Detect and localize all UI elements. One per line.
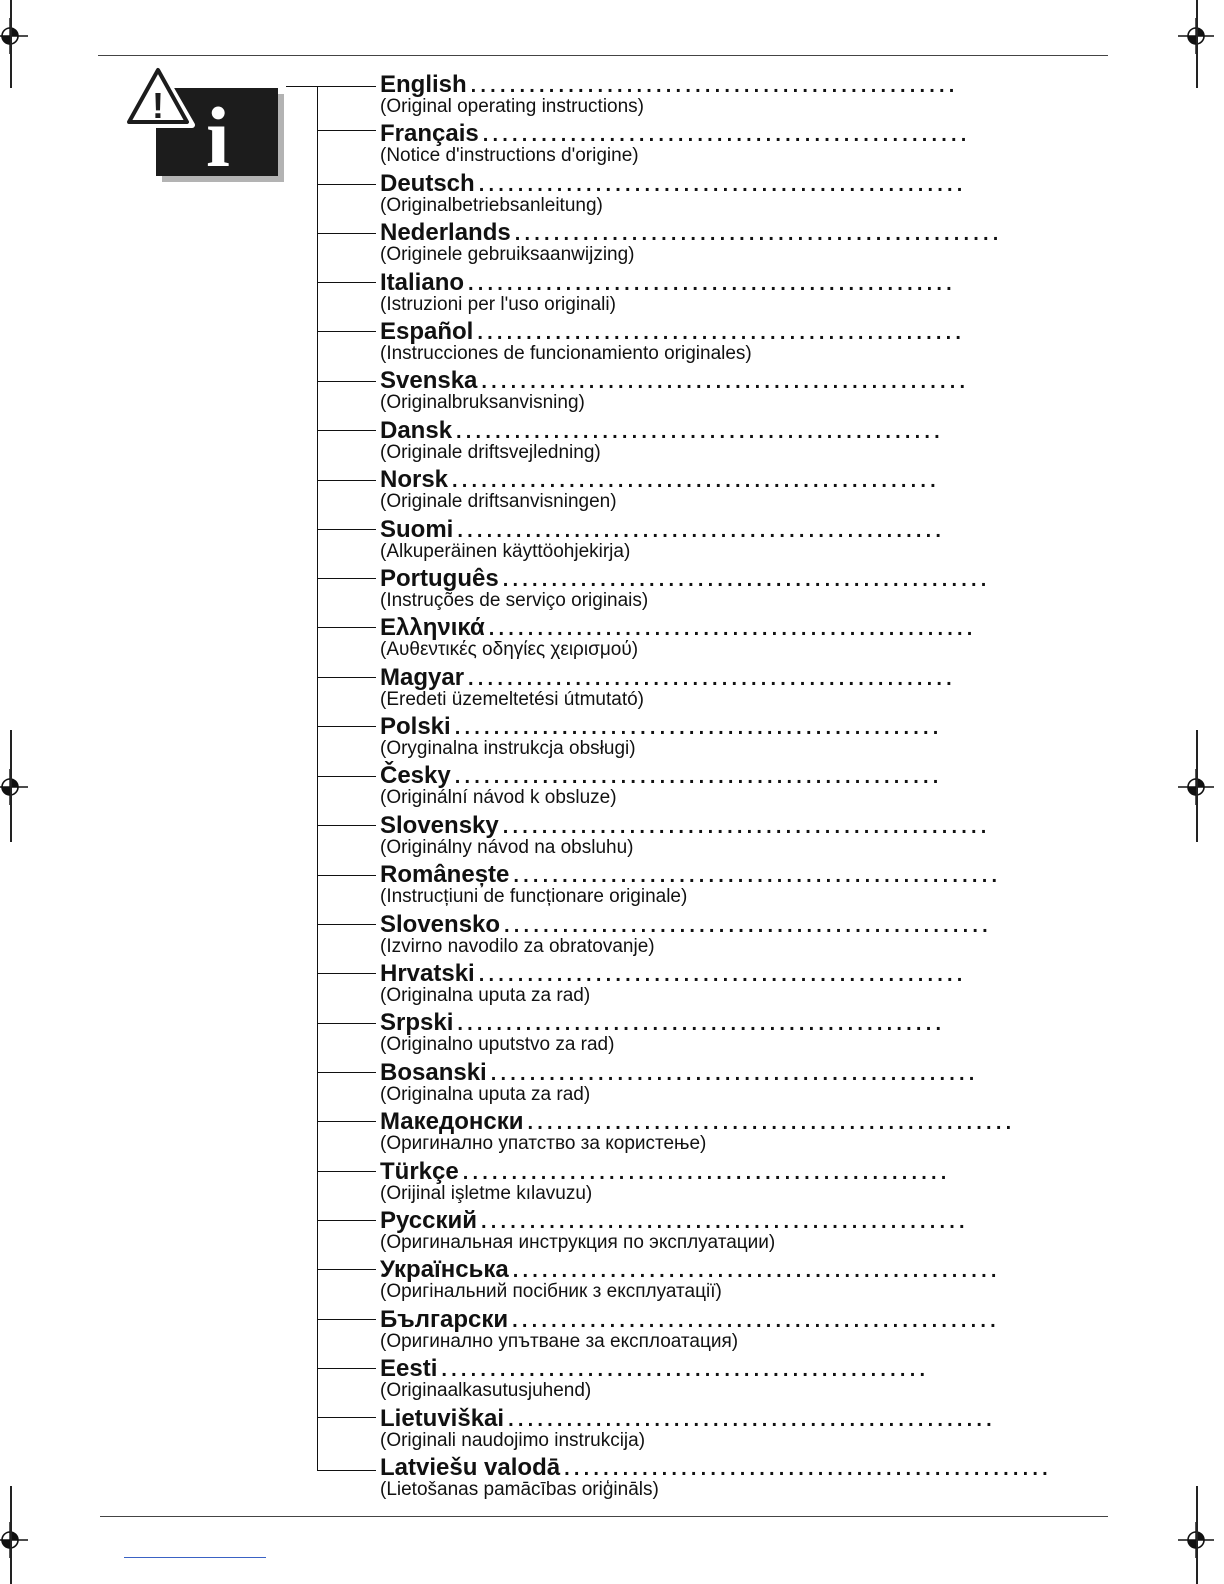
dot-leader: .................................................. <box>490 1062 979 1085</box>
language-name: Deutsch <box>380 169 475 197</box>
crop-line <box>1196 0 1198 88</box>
dot-leader: .................................................. <box>481 371 970 394</box>
language-item[interactable] <box>380 71 959 121</box>
language-item[interactable] <box>380 762 943 812</box>
dot-leader: .................................................. <box>462 1161 951 1184</box>
tree-branch <box>317 529 376 530</box>
language-name: Slovensky <box>380 811 499 839</box>
language-name: Ελληνικά <box>380 614 485 642</box>
header-rule <box>98 55 1108 56</box>
language-subtitle: (Originale driftsvejledning) <box>380 441 601 463</box>
language-subtitle: (Originale driftsanvisningen) <box>380 491 617 513</box>
language-subtitle: (Instrucciones de funcionamiento originales) <box>380 342 752 364</box>
crop-line <box>1196 730 1198 842</box>
language-name: Nederlands <box>380 219 511 247</box>
registration-mark-bottom-left <box>0 1522 28 1558</box>
tree-branch <box>317 1319 376 1320</box>
tree-branch <box>317 430 376 431</box>
language-item[interactable] <box>380 1108 1016 1158</box>
language-item[interactable] <box>380 467 940 516</box>
tree-branch <box>317 233 376 234</box>
tree-branch <box>317 776 376 777</box>
language-subtitle: (Instrucțiuni de funcționare originale) <box>380 886 688 908</box>
language-name: Български <box>380 1305 509 1333</box>
dot-leader: .................................................. <box>477 321 966 344</box>
language-subtitle: (Original operating instructions) <box>380 96 645 117</box>
language-subtitle: (Originalna uputa za rad) <box>380 985 591 1007</box>
dot-leader: .................................................. <box>502 815 991 838</box>
language-name: Türkçe <box>380 1157 459 1185</box>
tree-branch <box>317 1269 376 1270</box>
tree-branch <box>317 825 376 826</box>
tree-branch <box>317 1072 376 1073</box>
dot-leader: .................................................. <box>504 914 992 937</box>
language-name: Lietuviškai <box>380 1404 505 1432</box>
language-item[interactable] <box>380 1305 1000 1356</box>
warning-info-graphic <box>124 62 289 186</box>
language-subtitle: (Alkuperäinen käyttöohjekirja) <box>380 540 631 562</box>
tree-branch <box>317 331 376 332</box>
language-item[interactable] <box>380 960 967 1010</box>
language-name: Dansk <box>380 416 453 444</box>
language-name: Srpski <box>380 1009 454 1037</box>
language-name: Italiano <box>380 268 465 296</box>
dot-leader: .................................................. <box>468 272 956 295</box>
language-subtitle: (Orijinal işletme kılavuzu) <box>380 1182 593 1204</box>
dot-leader: .................................................. <box>470 75 959 97</box>
language-subtitle: (Eredeti üzemeltetési útmutató) <box>380 688 645 710</box>
language-item[interactable] <box>380 1356 940 1405</box>
language-subtitle: (Notice d'instructions d'origine) <box>380 145 639 167</box>
dot-leader: .................................................. <box>512 1309 1000 1332</box>
language-subtitle: (Originalna uputa za rad) <box>380 1083 591 1105</box>
language-subtitle: (Originele gebruiksaanwijzing) <box>380 244 635 266</box>
language-item[interactable] <box>380 219 1003 269</box>
language-name: English <box>380 71 467 98</box>
dot-leader: .................................................. <box>482 124 971 147</box>
language-name: Česky <box>380 762 451 790</box>
tree-branch <box>317 677 376 678</box>
registration-mark-mid-left <box>0 769 28 805</box>
language-subtitle: (Originali naudojimo instrukcija) <box>380 1429 646 1451</box>
tree-branch <box>317 726 376 727</box>
language-name: Hrvatski <box>380 960 475 988</box>
language-subtitle: (Originalbetriebsanleitung) <box>380 194 603 216</box>
tree-branch <box>317 627 376 628</box>
tree-branch <box>317 282 376 283</box>
language-name: Bosanski <box>380 1058 487 1086</box>
tree-branch <box>317 480 376 481</box>
language-item[interactable] <box>380 861 1002 911</box>
language-item[interactable] <box>380 317 966 368</box>
dot-leader: .................................................. <box>502 568 991 591</box>
dot-leader: .................................................. <box>457 1013 946 1036</box>
dot-leader: .................................................. <box>480 1210 969 1233</box>
language-item[interactable] <box>380 515 946 566</box>
language-name: Français <box>380 120 479 148</box>
crop-line <box>10 0 12 88</box>
dot-leader: .................................................. <box>514 223 1003 246</box>
language-item[interactable] <box>380 169 967 220</box>
language-subtitle: (Оригинальная инструкция по эксплуатации) <box>380 1231 776 1253</box>
language-item[interactable] <box>380 1157 951 1208</box>
language-item[interactable] <box>380 1404 996 1455</box>
language-name: Magyar <box>380 663 465 691</box>
warning-icon: ! <box>152 85 164 126</box>
language-item[interactable] <box>380 663 956 714</box>
language-subtitle: (Originalno uputstvo za rad) <box>380 1034 615 1056</box>
language-name: Românește <box>380 861 510 889</box>
tree-branch <box>317 973 376 974</box>
language-item[interactable] <box>380 268 956 319</box>
language-name: Español <box>380 317 474 345</box>
language-item[interactable] <box>380 910 992 961</box>
crop-line <box>10 730 12 842</box>
language-subtitle: (Оригінальний посібник з експлуатації) <box>380 1281 722 1303</box>
crop-line <box>1196 1486 1198 1584</box>
language-item[interactable] <box>380 564 991 615</box>
registration-mark-top-left <box>0 18 28 54</box>
language-name: Português <box>380 564 499 592</box>
language-item[interactable] <box>380 367 970 417</box>
language-item[interactable] <box>380 1256 1001 1306</box>
tree-branch <box>317 875 376 876</box>
language-subtitle: (Istruzioni per l'uso originali) <box>380 293 616 315</box>
language-name: Русский <box>380 1206 477 1234</box>
footer-underline <box>124 1557 266 1558</box>
language-subtitle: (Originaalkasutusjuhend) <box>380 1380 592 1402</box>
tree-branch <box>317 1368 376 1369</box>
language-subtitle: (Oryginalna instrukcja obsługi) <box>380 738 636 760</box>
dot-leader: .................................................. <box>513 865 1002 888</box>
tree-branch <box>317 130 376 131</box>
language-item[interactable] <box>380 614 977 664</box>
language-list <box>380 71 1052 1504</box>
language-subtitle: (Originálny návod na obsluhu) <box>380 836 634 858</box>
tree-branch <box>317 1417 376 1418</box>
language-subtitle: (Izvirno navodilo za obratovanje) <box>380 935 655 957</box>
dot-leader: .................................................. <box>512 1260 1001 1283</box>
tree-branch <box>317 381 376 382</box>
language-name: Slovensko <box>380 910 501 938</box>
language-item[interactable] <box>380 416 944 467</box>
dot-leader: .................................................. <box>478 173 967 196</box>
dot-leader: .................................................. <box>527 1112 1016 1135</box>
language-name: Eesti <box>380 1355 438 1383</box>
tree-branch <box>317 924 376 925</box>
language-name: Latviešu valodā <box>380 1453 561 1481</box>
language-subtitle: (Originální návod k obsluze) <box>380 787 617 809</box>
tree-branch <box>317 1470 376 1471</box>
dot-leader: .................................................. <box>488 618 977 641</box>
language-item[interactable] <box>380 1058 979 1109</box>
language-subtitle: (Оригинално упътване за експлоатация) <box>380 1330 739 1352</box>
language-item[interactable] <box>380 1009 946 1059</box>
tree-branch <box>286 86 376 87</box>
dot-leader: .................................................. <box>478 964 967 987</box>
language-name: Suomi <box>380 515 454 543</box>
info-icon: i <box>206 89 230 185</box>
language-subtitle: (Originalbruksanvisning) <box>380 392 585 414</box>
language-item[interactable] <box>380 811 991 862</box>
language-item[interactable] <box>380 1453 1052 1504</box>
language-subtitle: (Lietošanas pamācības oriģināls) <box>380 1478 659 1500</box>
dot-leader: .................................................. <box>468 667 956 690</box>
dot-leader: .................................................. <box>441 1359 930 1382</box>
language-name: Svenska <box>380 367 478 395</box>
language-item[interactable] <box>380 1206 969 1257</box>
tree-branch <box>317 184 376 185</box>
dot-leader: .................................................. <box>454 766 943 789</box>
language-item[interactable] <box>380 713 943 763</box>
dot-leader: .................................................. <box>452 470 940 493</box>
crop-line <box>10 1486 12 1584</box>
tree-branch <box>317 578 376 579</box>
language-name: Polski <box>380 713 451 741</box>
language-name: Македонски <box>380 1108 524 1136</box>
dot-leader: .................................................. <box>456 420 944 443</box>
dot-leader: .................................................. <box>564 1457 1052 1480</box>
tree-branch <box>317 1171 376 1172</box>
language-subtitle: (Αυθεντικές οδηγίες χειρισμού) <box>380 639 639 661</box>
dot-leader: .................................................. <box>508 1408 996 1431</box>
tree-trunk <box>317 86 318 1471</box>
language-tree <box>286 86 386 1476</box>
language-subtitle: (Оригинално упатство за користење) <box>380 1133 707 1155</box>
tree-branch <box>317 1121 376 1122</box>
language-name: Українська <box>380 1256 509 1284</box>
language-item[interactable] <box>380 120 971 170</box>
footer-rule <box>100 1516 1108 1517</box>
language-name: Norsk <box>380 466 449 494</box>
dot-leader: .................................................. <box>454 717 943 740</box>
tree-branch <box>317 1220 376 1221</box>
language-subtitle: (Instruções de serviço originais) <box>380 589 649 611</box>
tree-branch <box>317 1023 376 1024</box>
dot-leader: .................................................. <box>457 519 946 542</box>
